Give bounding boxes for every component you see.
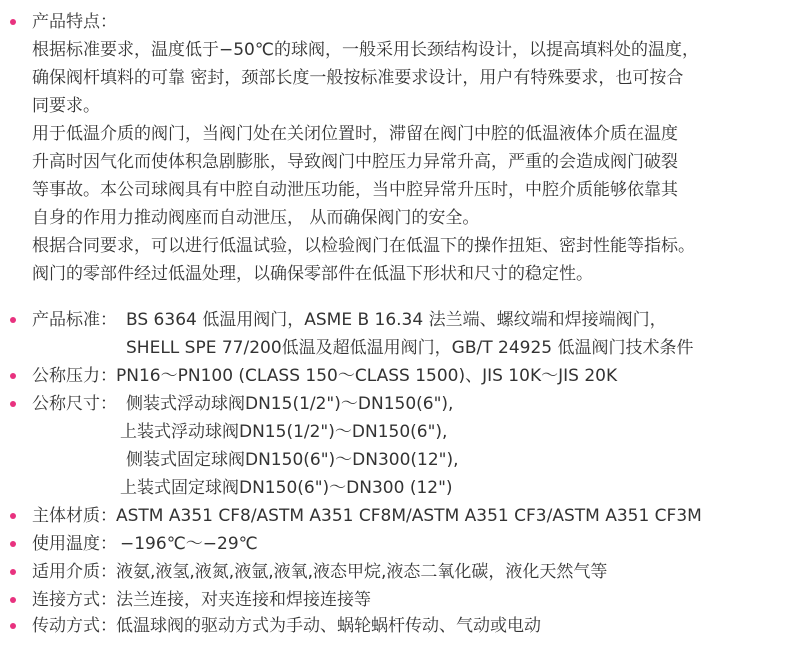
- features-heading-row: [0, 8, 800, 36]
- spec-value-temperature: −196℃～−29℃: [120, 534, 258, 554]
- spec-label-size: 公称尺寸：: [32, 394, 117, 414]
- features-line-7: 自身的作用力推动阀座而自动泄压， 从而确保阀门的安全。: [32, 208, 480, 228]
- bullet-icon: [10, 19, 16, 25]
- spec-row-pressure: [0, 362, 800, 390]
- spec-row-material: [0, 502, 800, 530]
- spec-row-connection: [0, 586, 800, 614]
- spec-value-size-2: 上装式浮动球阀DN15(1/2")～DN150(6"),: [120, 422, 448, 442]
- features-line-5: 升高时因气化而使体积急剧膨胀，导致阀门中腔压力异常升高，严重的会造成阀门破裂: [32, 152, 678, 172]
- spec-row-standard: [0, 306, 800, 334]
- spec-value-material: ASTM A351 CF8/ASTM A351 CF8M/ASTM A351 CF3/ASTM A351 CF3M: [116, 506, 702, 526]
- spec-label-medium: 适用介质：: [32, 562, 117, 582]
- spec-row-size-cont-2: [0, 446, 800, 474]
- spec-value-size-3: 侧装式固定球阀DN150(6")～DN300(12"),: [126, 450, 459, 470]
- spec-row-medium: [0, 558, 800, 586]
- features-line-8: 根据合同要求，可以进行低温试验，以检验阀门在低温下的操作扭矩、密封性能等指标。: [32, 236, 695, 256]
- bullet-icon: [10, 513, 16, 519]
- bullet-icon: [10, 597, 16, 603]
- features-line-2: 确保阀杆填料的可靠 密封，颈部长度一般按标准要求设计，用户有特殊要求，也可按合: [32, 68, 684, 88]
- spec-value-medium: 液氨,液氢,液氮,液氩,液氧,液态甲烷,液态二氧化碳，液化天然气等: [116, 562, 608, 582]
- spec-label-material: 主体材质：: [32, 506, 117, 526]
- spec-row-size-cont-3: [0, 474, 800, 502]
- spec-row-standard-cont: [0, 334, 800, 362]
- spec-value-size-4: 上装式固定球阀DN150(6")～DN300 (12"): [120, 478, 453, 498]
- features-line-1: 根据标准要求，温度低于−50℃的球阀，一般采用长颈结构设计，以提高填料处的温度，: [32, 40, 699, 60]
- spec-row-size: [0, 390, 800, 418]
- spec-value-standard-1: BS 6364 低温用阀门，ASME B 16.34 法兰端、螺纹端和焊接端阀门，: [126, 310, 667, 330]
- spec-value-size-1: 侧装式浮动球阀DN15(1/2")～DN150(6"),: [126, 394, 454, 414]
- spec-row-size-cont-1: [0, 418, 800, 446]
- spec-value-pressure: PN16～PN100 (CLASS 150～CLASS 1500)、JIS 10K～JIS 20K: [116, 366, 618, 386]
- spec-label-connection: 连接方式：: [32, 590, 117, 610]
- spec-value-connection: 法兰连接，对夹连接和焊接连接等: [116, 590, 371, 610]
- spec-value-drive: 低温球阀的驱动方式为手动、蜗轮蜗杆传动、气动或电动: [116, 616, 541, 636]
- spec-row-drive: [0, 612, 800, 640]
- features-line-6: 等事故。本公司球阀具有中腔自动泄压功能，当中腔异常升压时，中腔介质能够依靠其: [32, 180, 678, 200]
- spec-row-temperature: [0, 530, 800, 558]
- bullet-icon: [10, 373, 16, 379]
- spec-label-drive: 传动方式：: [32, 616, 117, 636]
- bullet-icon: [10, 541, 16, 547]
- features-line-9: 阀门的零部件经过低温处理，以确保零部件在低温下形状和尺寸的稳定性。: [32, 264, 593, 284]
- bullet-icon: [10, 623, 16, 629]
- spec-label-standard: 产品标准：: [32, 310, 117, 330]
- spec-label-pressure: 公称压力：: [32, 366, 117, 386]
- features-line-3: 同要求。: [32, 96, 100, 116]
- bullet-icon: [10, 317, 16, 323]
- features-line-4: 用于低温介质的阀门，当阀门处在关闭位置时，滞留在阀门中腔的低温液体介质在温度: [32, 124, 678, 144]
- features-title: 产品特点：: [32, 12, 117, 32]
- spec-label-temperature: 使用温度：: [32, 534, 117, 554]
- bullet-icon: [10, 569, 16, 575]
- spec-value-standard-2: SHELL SPE 77/200低温及超低温用阀门，GB/T 24925 低温阀门技术条件: [126, 338, 694, 358]
- bullet-icon: [10, 401, 16, 407]
